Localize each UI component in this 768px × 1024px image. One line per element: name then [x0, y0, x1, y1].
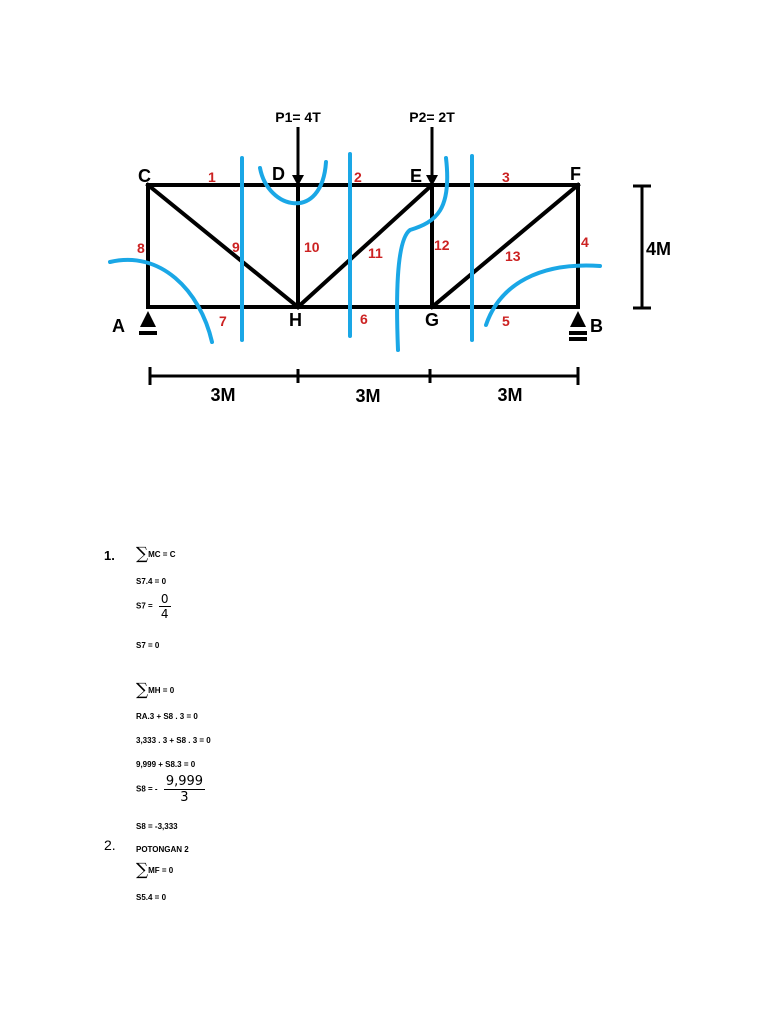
member-13: [432, 185, 578, 307]
sigma-icon: ∑: [136, 544, 149, 564]
member-label-1: 1: [208, 169, 216, 185]
member-label-12: 12: [434, 237, 450, 253]
node-label-b: B: [590, 316, 603, 336]
member-label-9: 9: [232, 239, 240, 255]
horizontal-dimension: [150, 367, 578, 385]
calc-line-5: 3,333 . 3 + S8 . 3 = 0: [136, 736, 211, 745]
member-label-7: 7: [219, 313, 227, 329]
span-label-2: 3M: [355, 386, 381, 406]
calc-line-6: 9,999 + S8.3 = 0: [136, 760, 196, 769]
node-label-d: D: [272, 164, 285, 184]
node-label-f: F: [570, 164, 581, 184]
support-b-icon: [569, 311, 587, 341]
member-label-4: 4: [581, 234, 589, 250]
member-label-13: 13: [505, 248, 521, 264]
load-p1-label: P1= 4T: [275, 109, 321, 125]
calc-line-2: S7 = $\frac{0}{4}$: [136, 592, 169, 621]
calc-line-9: S5.4 = 0: [136, 893, 167, 902]
node-label-a: A: [112, 316, 125, 336]
moment-sum-c: ∑MC = C: [136, 544, 176, 564]
member-label-6: 6: [360, 311, 368, 327]
span-label-3: 3M: [497, 385, 523, 405]
support-a-icon: [139, 311, 157, 335]
sigma-icon: ∑: [136, 680, 149, 700]
section-number-2: 2.: [104, 837, 116, 853]
calc-line-1: S7.4 = 0: [136, 577, 167, 586]
load-p1-arrow: [292, 127, 304, 186]
node-label-g: G: [425, 310, 440, 330]
member-label-8: 8: [137, 240, 145, 256]
member-label-11: 11: [368, 245, 383, 261]
calc-line-4: RA.3 + S8 . 3 = 0: [136, 712, 198, 721]
cut-curve-d: [260, 162, 326, 203]
load-p2-arrow: [426, 127, 438, 186]
calc-line-7: S8 = - $\frac{9,999}{3}$: [136, 774, 204, 805]
node-label-c: C: [138, 166, 151, 186]
height-label: 4M: [646, 239, 672, 259]
member-label-5: 5: [502, 313, 510, 329]
node-label-e: E: [410, 166, 423, 186]
fraction-s7: $\frac{0}{4}$: [160, 592, 169, 621]
calc-line-3: S7 = 0: [136, 641, 160, 650]
member-9: [148, 185, 298, 307]
moment-sum-h: ∑MH = 0: [136, 680, 175, 700]
fraction-s8: $\frac{9,999}{3}$: [165, 774, 204, 805]
cut-curve-a: [110, 260, 212, 342]
member-label-10: 10: [304, 239, 320, 255]
calc-line-8: S8 = -3,333: [136, 822, 178, 831]
section-2-title: POTONGAN 2: [136, 845, 189, 854]
member-label-2: 2: [354, 169, 362, 185]
sigma-icon: ∑: [136, 860, 149, 880]
span-label-1: 3M: [210, 385, 236, 405]
node-labels: [112, 164, 603, 336]
member-label-3: 3: [502, 169, 510, 185]
node-label-h: H: [289, 310, 302, 330]
moment-sum-f: ∑MF = 0: [136, 860, 174, 880]
load-p2-label: P2= 2T: [409, 109, 455, 125]
section-number-1: 1.: [104, 548, 115, 563]
